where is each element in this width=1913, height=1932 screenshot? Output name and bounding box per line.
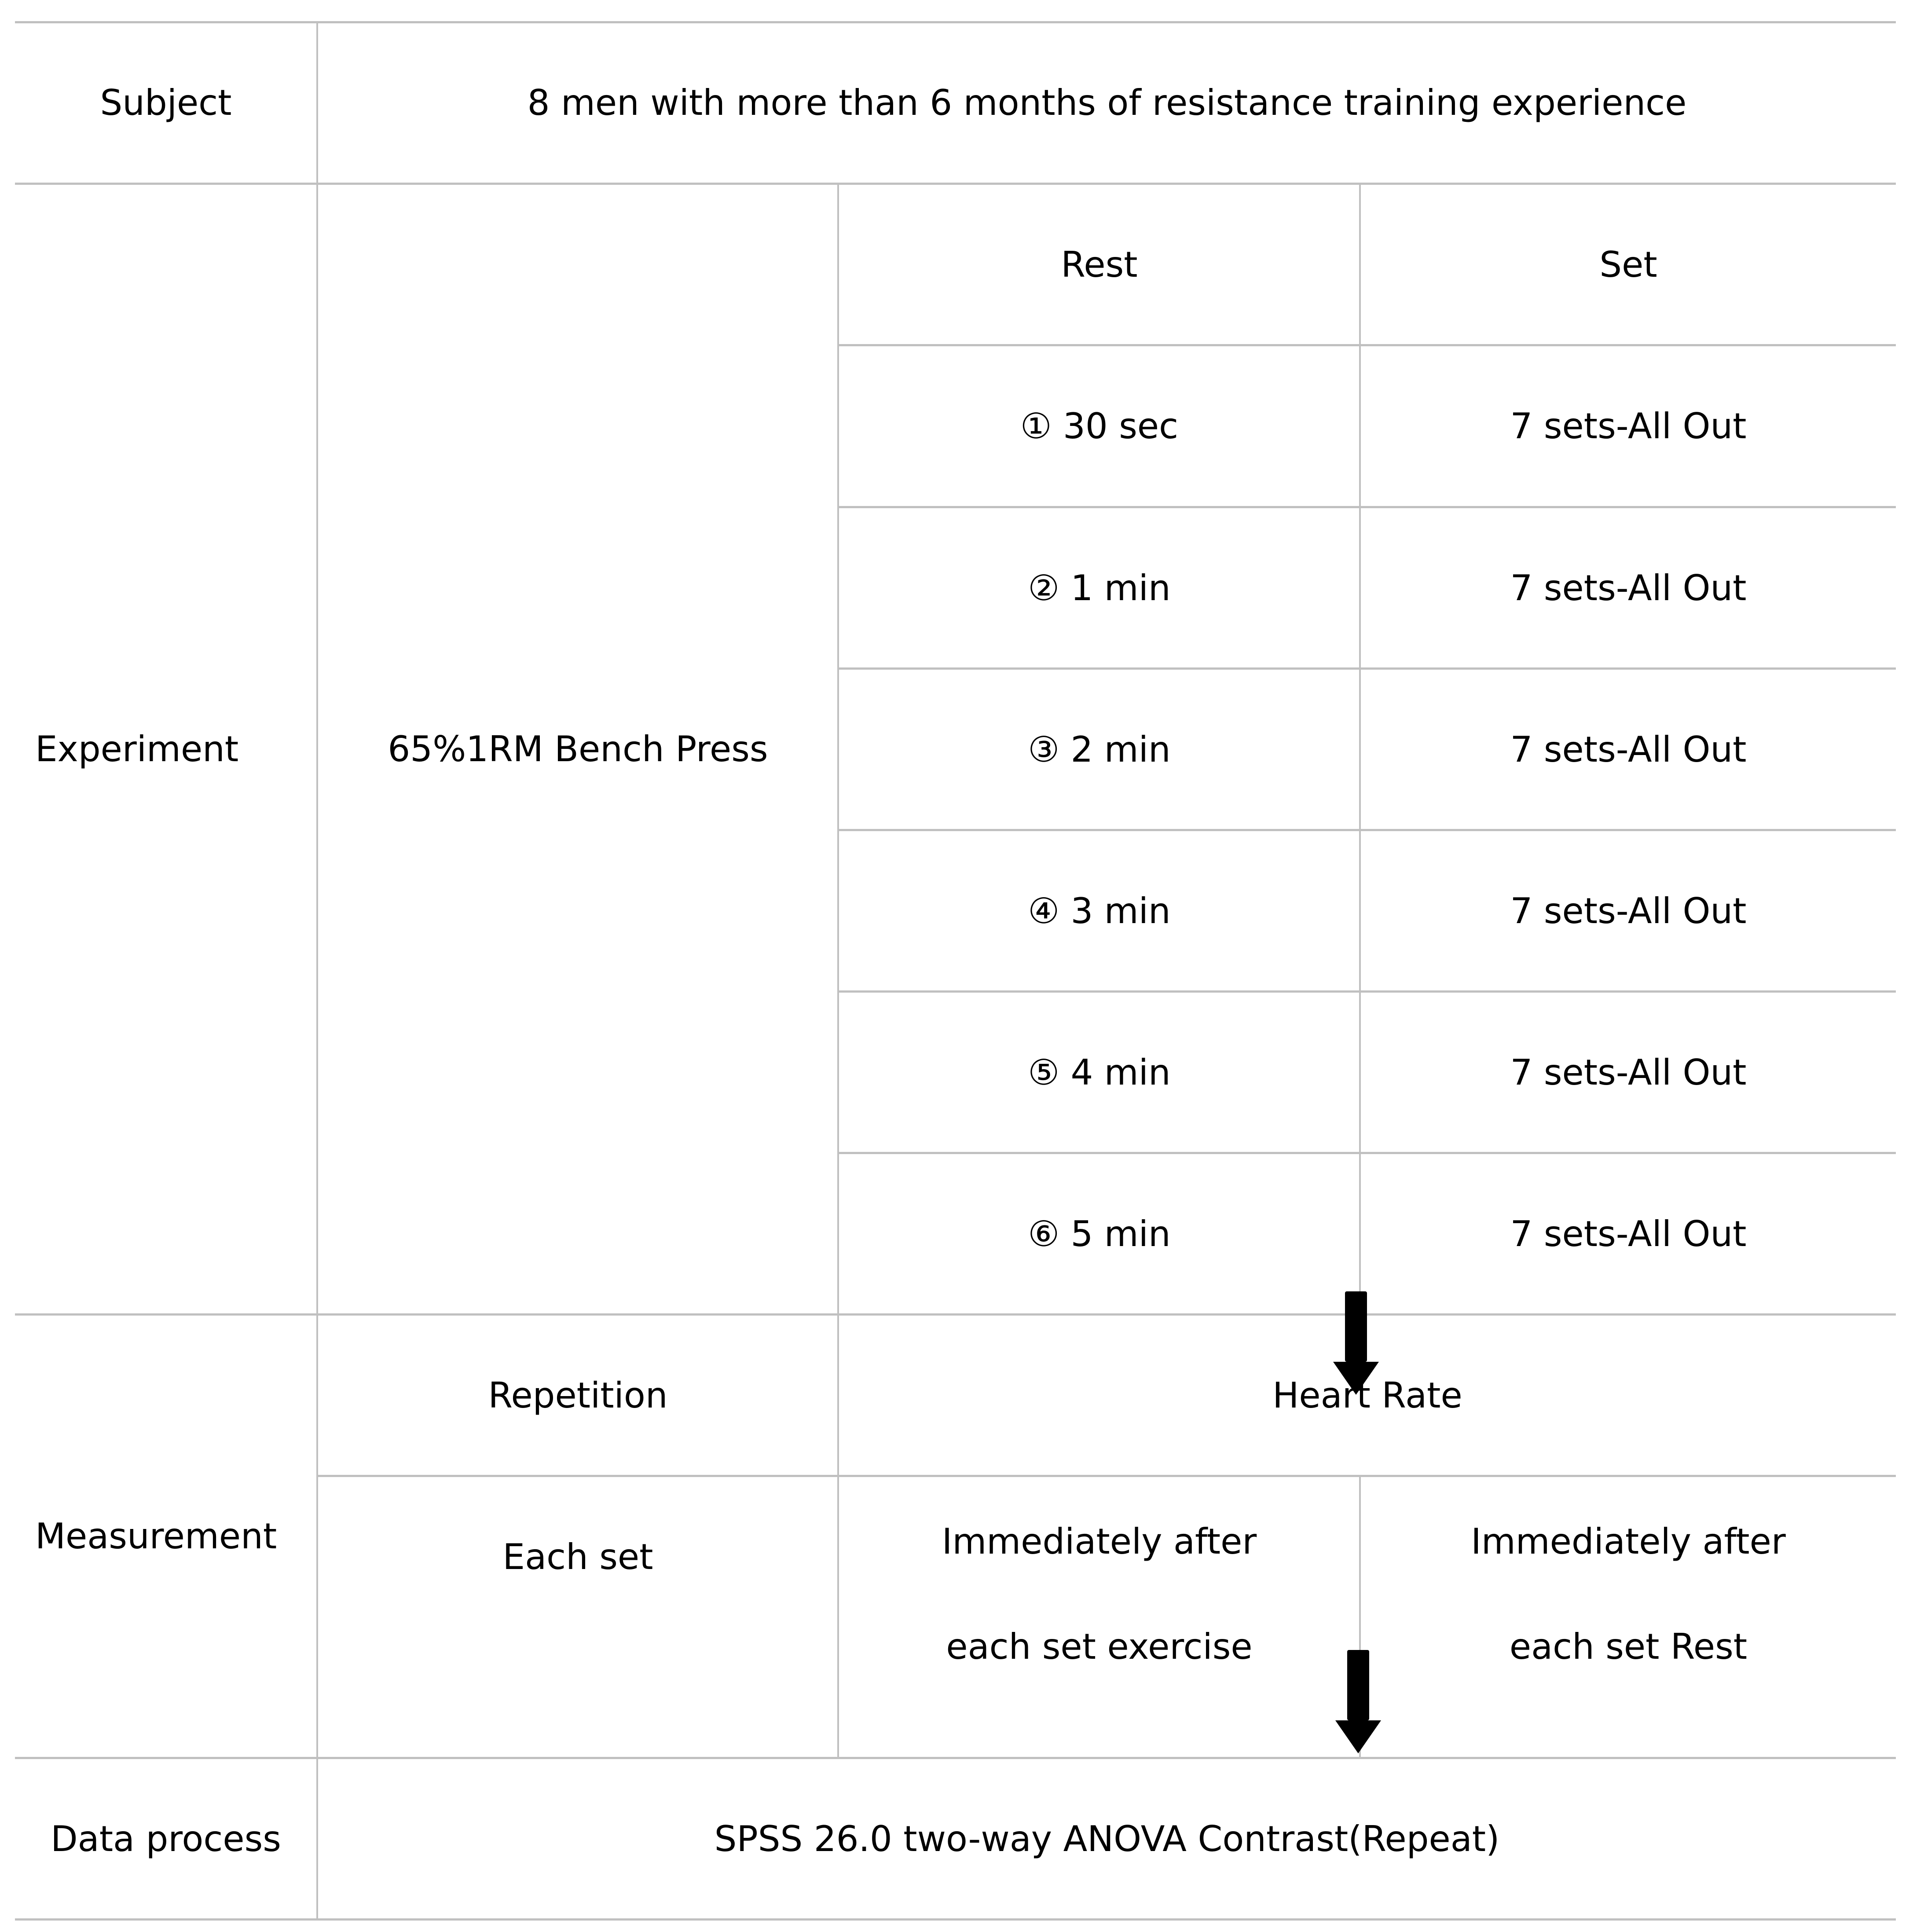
subject-value: 8 men with more than 6 months of resistance training experience: [527, 82, 1687, 123]
measurement-label: Measurement: [35, 1516, 277, 1557]
hr-after-rest: [1361, 1477, 1896, 1757]
hr-after-exercise-line2: each set exercise: [946, 1626, 1253, 1667]
hr-after-rest-line2: each set Rest: [1509, 1626, 1748, 1667]
rest-cell-4: ④ 3 min: [1028, 890, 1171, 931]
rest-cell-5: ⑤ 4 min: [1028, 1052, 1171, 1093]
hr-after-rest-line1: Immediately after: [1471, 1521, 1786, 1562]
rest-cell-3: ③ 2 min: [1028, 729, 1171, 770]
subject-label: Subject: [100, 82, 232, 123]
rest-header: Rest: [1061, 244, 1138, 285]
experiment-exercise: 65%1RM Bench Press: [388, 729, 768, 770]
rest-cell-6: ⑥ 5 min: [1028, 1213, 1171, 1254]
heart-rate-header: Heart Rate: [1272, 1375, 1462, 1416]
repetition-value: Each set: [502, 1536, 653, 1577]
experiment-label: Experiment: [35, 729, 239, 770]
set-cell-5: 7 sets-All Out: [1510, 1052, 1747, 1093]
data-process-value: SPSS 26.0 two-way ANOVA Contrast(Repeat): [714, 1818, 1500, 1859]
down-arrow-icon: [1335, 1650, 1381, 1753]
set-cell-1: 7 sets-All Out: [1510, 405, 1747, 447]
set-cell-6: 7 sets-All Out: [1510, 1213, 1747, 1254]
hr-after-exercise-line1: Immediately after: [942, 1521, 1257, 1562]
rest-cell-2: ② 1 min: [1028, 567, 1171, 609]
set-cell-2: 7 sets-All Out: [1510, 567, 1747, 609]
data-process-label: Data process: [51, 1818, 281, 1859]
set-cell-4: 7 sets-All Out: [1510, 890, 1747, 931]
set-cell-3: 7 sets-All Out: [1510, 729, 1747, 770]
hr-after-exercise: [839, 1477, 1360, 1757]
set-header: Set: [1599, 244, 1657, 285]
rest-cell-1: ① 30 sec: [1020, 405, 1179, 447]
repetition-header: Repetition: [488, 1375, 668, 1416]
